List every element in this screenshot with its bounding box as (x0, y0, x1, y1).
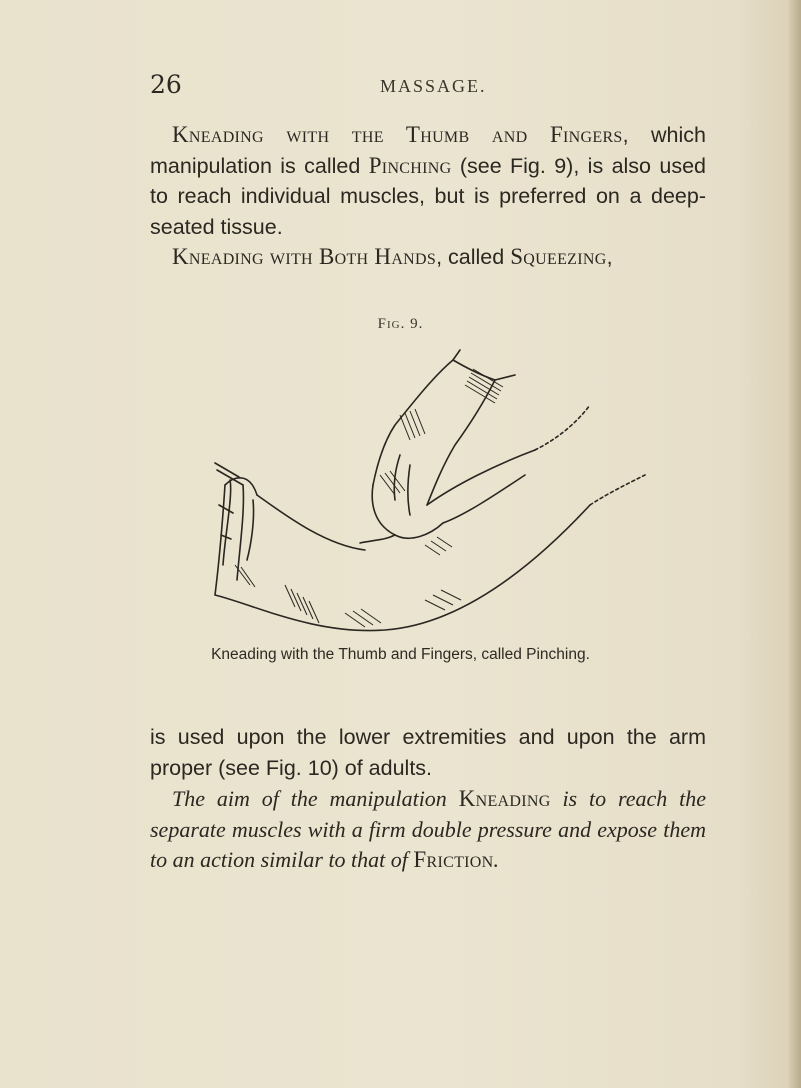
paragraph-text: , called (436, 245, 511, 269)
paragraph-pinching (150, 120, 706, 242)
pinching-illustration (195, 345, 665, 640)
paragraph-aim (150, 784, 706, 876)
page-number: 26 (150, 70, 182, 99)
term-friction: Friction (413, 847, 494, 872)
term-kneading-thumb-fingers: Kneading with the Thumb and Fingers (172, 122, 623, 147)
figure-caption: Kneading with the Thumb and Fingers, called Pinching. (211, 646, 590, 663)
page-edge (789, 0, 801, 1088)
paragraph-text: (see Fig. 9), is also used to reach individual muscles, but is preferred on a deep-seated tissue. (150, 153, 706, 239)
paragraph-text: is to reach the separate muscles with a firm double pressure and expose them to an action similar to that of (150, 786, 707, 872)
term-kneading-both-hands: Kneading with Both Hands (172, 244, 437, 269)
term-squeezing: Squeezing (510, 244, 607, 269)
paragraph-text: . (493, 847, 499, 872)
paragraph-text: The aim of the manipulation (172, 786, 459, 811)
paragraph-text: , (606, 245, 613, 269)
paragraph-squeezing (150, 242, 706, 273)
term-pinching: Pinching (368, 152, 452, 178)
figure-label: Fig. 9. (377, 316, 424, 332)
paragraph-lower-extremities: is used upon the lower extremities and upon the arm proper (see Fig. 10) of adults. (150, 725, 706, 780)
term-kneading: Kneading (458, 786, 551, 811)
paragraph-text: , which manipulation is called (150, 123, 706, 178)
running-title: MASSAGE. (380, 76, 487, 96)
running-head (150, 70, 710, 104)
